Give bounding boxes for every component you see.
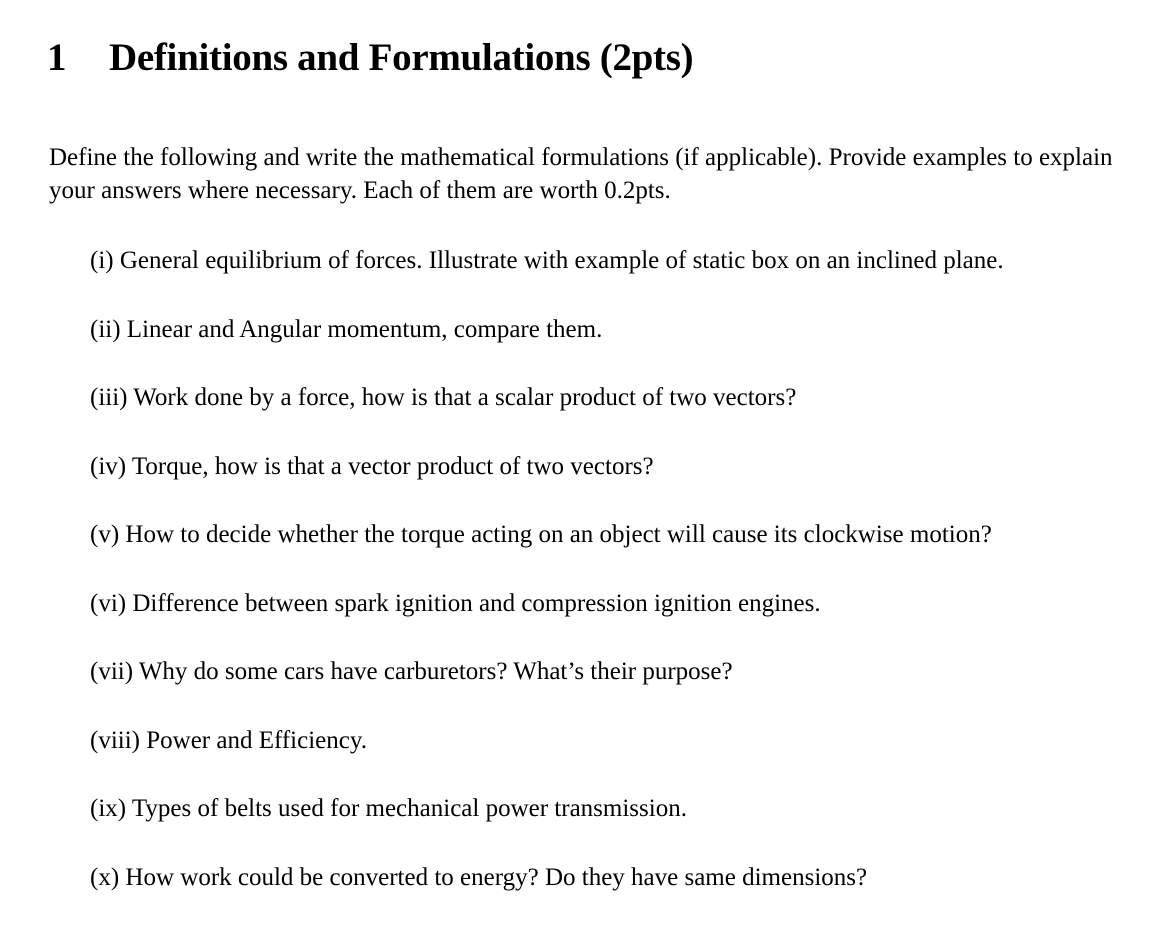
section-heading	[47, 34, 693, 82]
question-item-iii: (iii) Work done by a force, how is that a scalar product of two vectors?	[90, 384, 797, 411]
instructions-paragraph: Define the following and write the mathematical formulations (if applicable). Provide examples to explain your answers where necessary. Each of them are worth 0.2pts.	[49, 144, 1113, 204]
question-item-iv: (iv) Torque, how is that a vector product of two vectors?	[90, 452, 654, 480]
question-item-viii: (viii) Power and Efficiency.	[90, 726, 367, 754]
question-item-vi: (vi) Difference between spark ignition and compression ignition engines.	[90, 589, 821, 617]
question-item-ix: (ix) Types of belts used for mechanical power transmission.	[90, 795, 687, 822]
question-list	[90, 244, 1150, 929]
section-number: 1	[47, 36, 67, 79]
question-item-vii: (vii) Why do some cars have carburetors? What’s their purpose?	[90, 658, 733, 685]
question-item-ii: (ii) Linear and Angular momentum, compare them.	[90, 315, 603, 343]
question-item-v: (v) How to decide whether the torque acting on an object will cause its clockwise motion?	[90, 521, 992, 548]
question-item-x: (x) How work could be converted to energy? Do they have same dimensions?	[90, 863, 868, 891]
question-item-i: (i) General equilibrium of forces. Illustrate with example of static box on an inclined plane.	[90, 247, 1004, 274]
section-title: Definitions and Formulations (2pts)	[109, 36, 694, 79]
